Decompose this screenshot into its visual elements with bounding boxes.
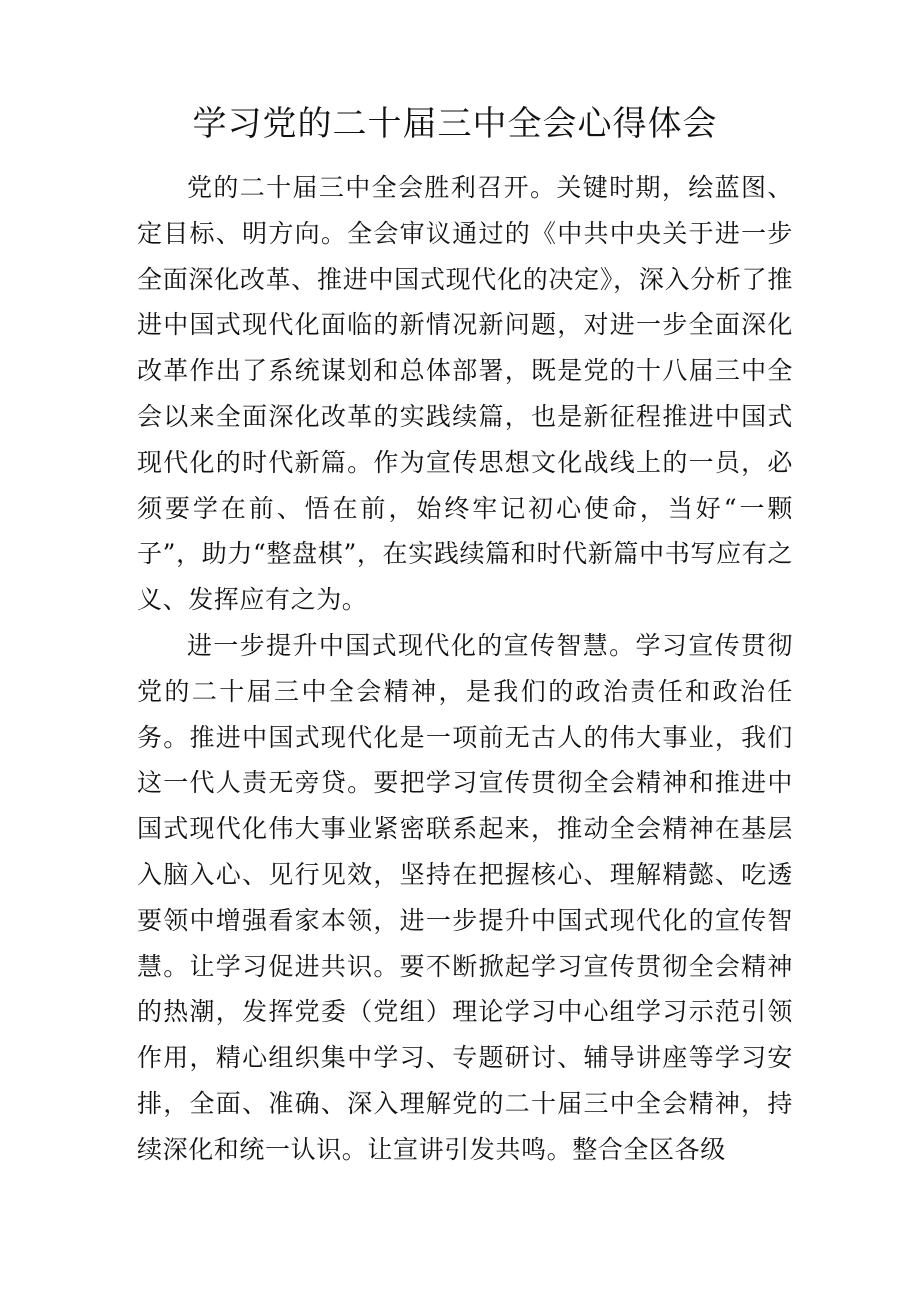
paragraph-2: 进一步提升中国式现代化的宣传智慧。学习宣传贯彻党的二十届三中全会精神，是我们的政治责任和政治任务。推进中国式现代化是一项前无古人的伟大事业，我们这一代人责无旁贷。要把学习宣传贯彻全会精神和推进中国式现代化伟大事业紧密联系起来，推动全会精神在基层入脑入心、见行见效，坚持在把握核心、理解精懿、吃透要领中增强看家本领，进一步提升中国式现代化的宣传智慧。让学习促进共识。要不断掀起学习宣传贯彻全会精神的热潮，发挥党委（党组）理论学习中心组学习示范引领作用，精心组织集中学习、专题研讨、辅导讲座等学习安排，全面、准确、深入理解党的二十届三中全会精神，持续深化和统一认识。让宣讲引发共鸣。整合全区各级 (137, 630, 793, 1164)
document-body (137, 165, 793, 1173)
paragraph-1: 党的二十届三中全会胜利召开。关键时期，绘蓝图、定目标、明方向。全会审议通过的《中共中央关于进一步全面深化改革、推进中国式现代化的决定》，深入分析了推进中国式现代化面临的新情况新问题，对进一步全面深化改革作出了系统谋划和总体部署，既是党的十八届三中全会以来全面深化改革的实践续篇，也是新征程推进中国式现代化的时代新篇。作为宣传思想文化战线上的一员，必须要学在前、悟在前，始终牢记初心使命，当好“一颗子”，助力“整盘棋”，在实践续篇和时代新篇中书写应有之义、发挥应有之为。 (137, 173, 793, 615)
document-title: 学习党的二十届三中全会心得体会 (192, 104, 718, 144)
